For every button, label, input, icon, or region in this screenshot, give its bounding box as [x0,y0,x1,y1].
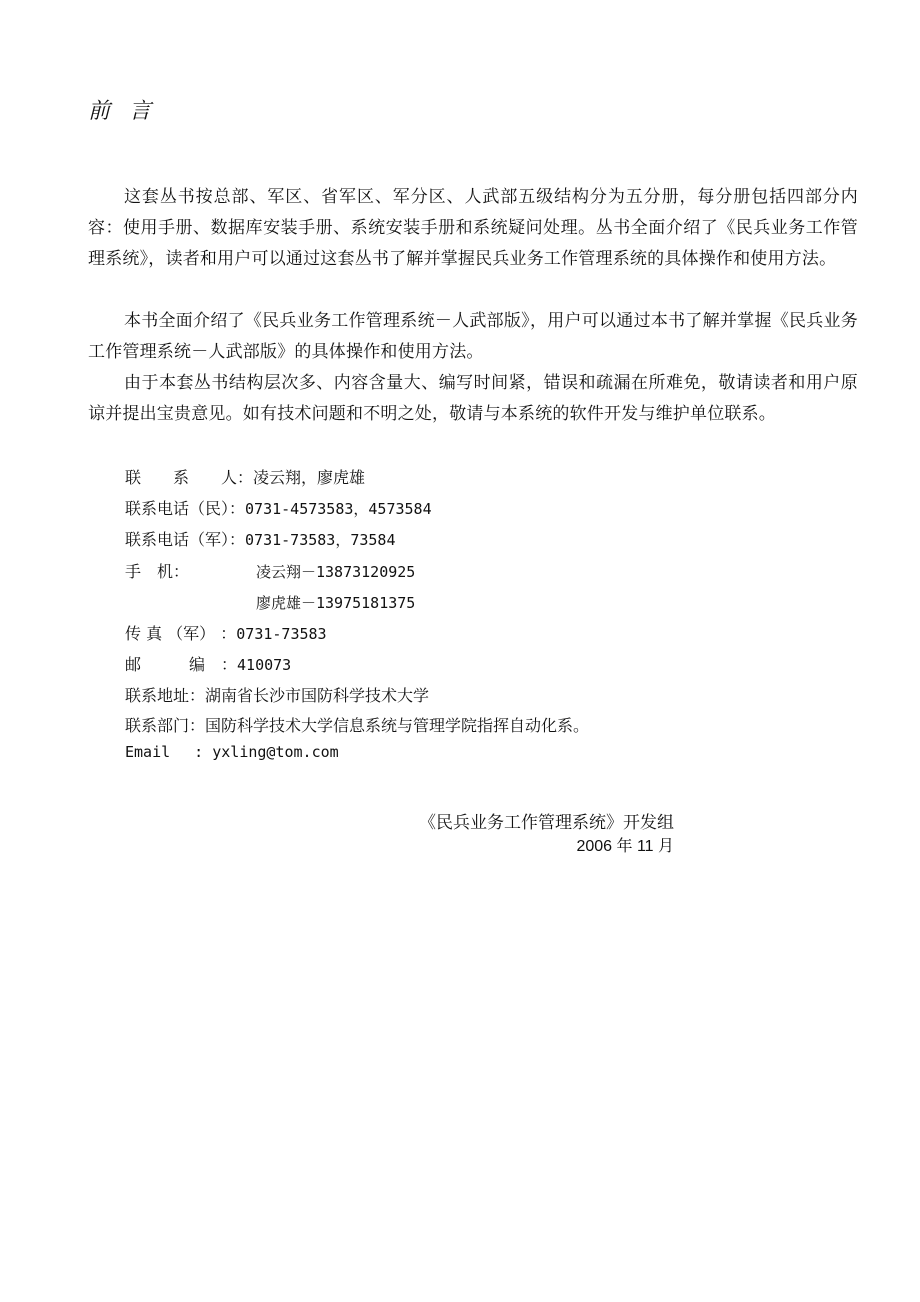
fax-value: 0731-73583 [236,625,327,643]
mobile-value-2: 廖虎雄－13975181375 [256,594,416,612]
mobile-row [125,560,416,584]
contact-person-value: 凌云翔，廖虎雄 [253,468,366,487]
contact-person-label: 联 系 人： [125,468,254,487]
military-phone-value: 0731-73583，73584 [245,531,396,549]
address-value: 湖南省长沙市国防科学技术大学 [205,686,430,705]
mobile-row-2 [256,591,415,615]
email-row [125,740,339,764]
department-label: 联系部门： [125,716,206,735]
email-label: Email : [125,743,213,761]
civil-phone-value: 0731-4573583，4573584 [245,500,432,518]
email-value: yxling@tom.com [212,743,339,761]
civil-phone-row [125,497,432,521]
preface-paragraph-3: 由于本套丛书结构层次多、内容含量大、编写时间紧，错误和疏漏在所难免，敬请读者和用户原谅并提出宝贵意见。如有技术问题和不明之处，敬请与本系统的软件开发与维护单位联系。 [88,373,858,424]
preface-paragraph-2: 本书全面介绍了《民兵业务工作管理系统－人武部版》，用户可以通过本书了解并掌握《民兵业务工作管理系统－人武部版》的具体操作和使用方法。 [88,311,858,362]
page-title: 前 言 [88,99,157,124]
department-value: 国防科学技术大学信息系统与管理学院指挥自动化系。 [205,716,590,735]
postcode-value: 410073 [237,656,292,674]
fax-row [125,622,327,646]
fax-label: 传 真 （军） ： [125,624,237,643]
mobile-value-1: 凌云翔－13873120925 [256,563,416,581]
civil-phone-label: 联系电话（民）： [125,499,246,518]
postcode-row [125,653,291,677]
mobile-label: 手 机： [125,562,190,581]
contact-person-row [125,466,365,490]
military-phone-row [125,528,395,552]
department-row [125,714,589,738]
address-row [125,684,429,708]
address-label: 联系地址： [125,686,206,705]
signature-group: 《民兵业务工作管理系统》开发组 [419,813,674,833]
preface-paragraph-1: 这套丛书按总部、军区、省军区、军分区、人武部五级结构分为五分册，每分册包括四部分内容：使用手册、数据库安装手册、系统安装手册和系统疑问处理。丛书全面介绍了《民兵业务工作管理系统》，读者和用户可以通过这套丛书了解并掌握民兵业务工作管理系统的具体操作和使用方法。 [88,187,858,269]
signature-date: 2006 年 11 月 [576,838,674,855]
military-phone-label: 联系电话（军）： [125,530,246,549]
postcode-label: 邮 编 ： [125,655,238,674]
